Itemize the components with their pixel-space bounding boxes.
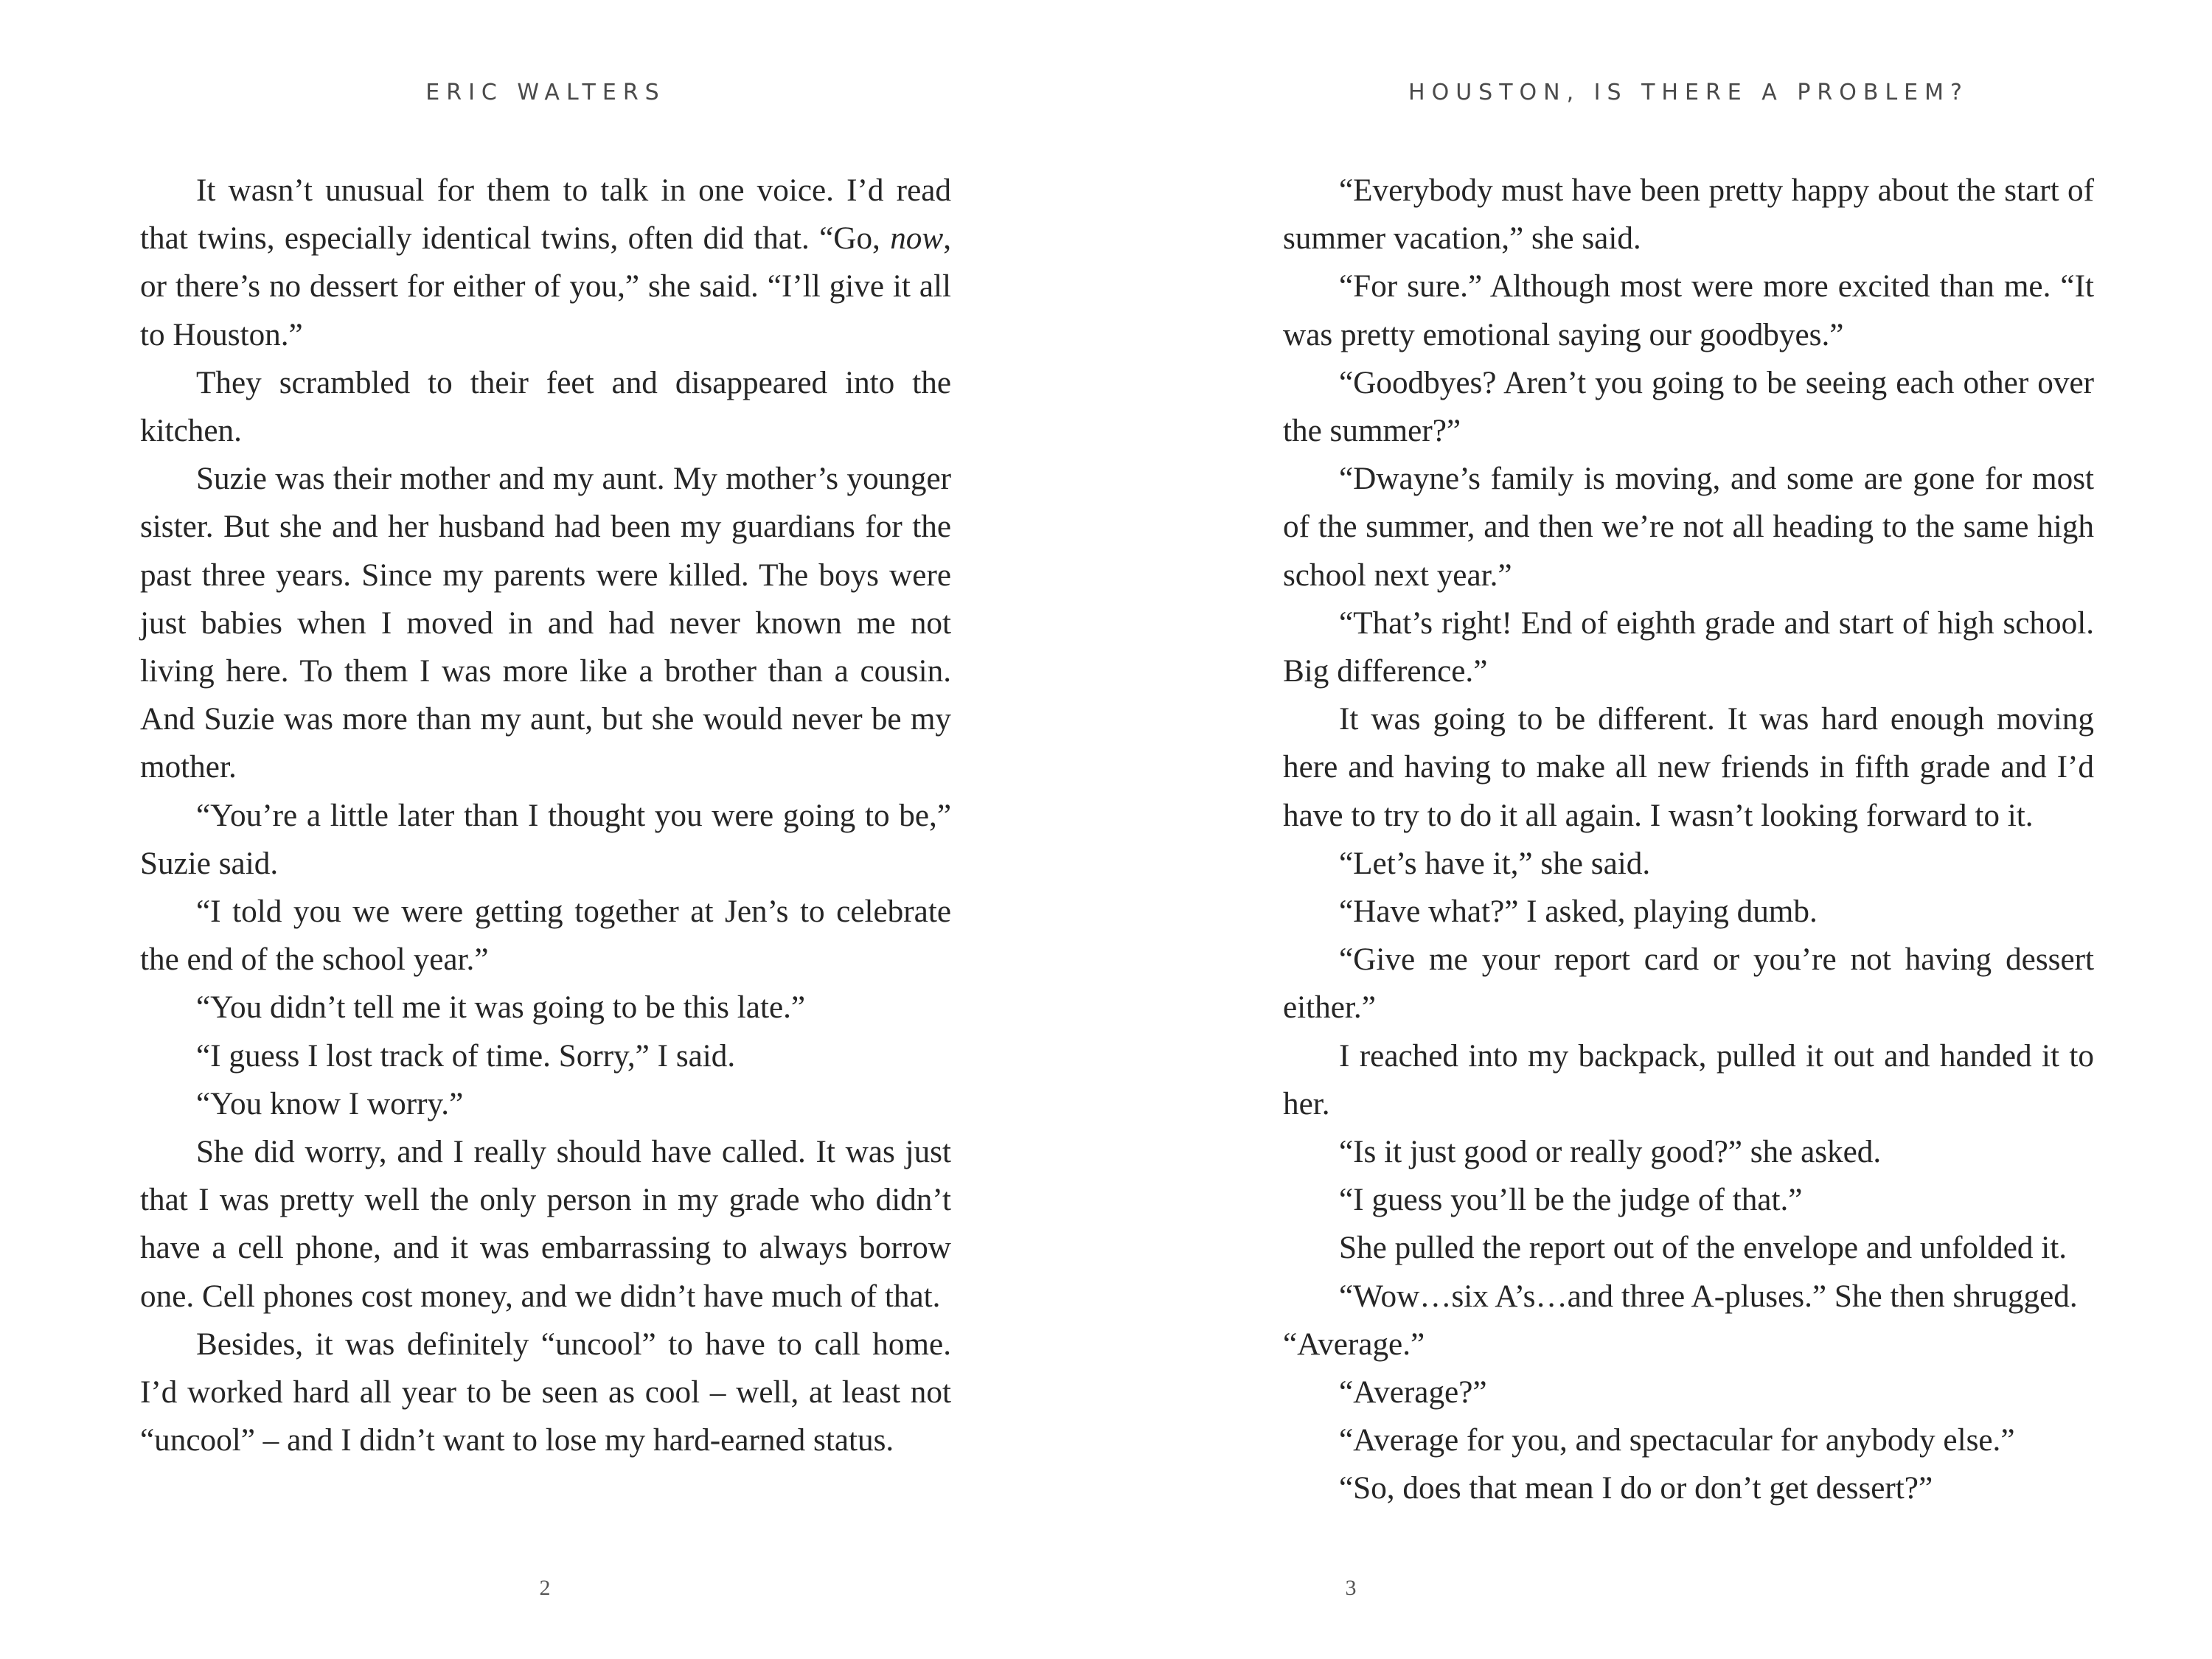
paragraph: “Average?” <box>1339 1375 1487 1411</box>
paragraph: “I guess you’ll be the judge of that.” <box>1339 1183 1803 1218</box>
paragraph: Suzie was their mother and my aunt. My mother’s younger sister. But she and her husband had been my guardians for the past three years. Since my parents were killed. The boys were just babies when I moved in and had never known me not living here. To them I was more like a brother than a cousin. And Suzie was more than my aunt, but she would never be my mother. <box>140 462 951 785</box>
paragraph: “So, does that mean I do or don’t get dessert?” <box>1339 1471 1933 1506</box>
paragraph: “Average for you, and spectacular for anybody else.” <box>1339 1423 2015 1458</box>
page-number: 3 <box>1345 1576 1357 1600</box>
paragraph: “Everybody must have been pretty happy about the start of summer vacation,” she said. <box>1283 173 2094 257</box>
paragraph: I reached into my backpack, pulled it out and handed it to her. <box>1283 1038 2094 1121</box>
paragraph: “Let’s have it,” she said. <box>1339 846 1651 881</box>
page-number: 2 <box>539 1576 551 1600</box>
paragraph: “Average.” <box>1283 1326 1425 1362</box>
paragraph: She pulled the report out of the envelope and unfolded it. <box>1339 1231 2067 1266</box>
paragraph: It was going to be different. It was hard enough moving here and having to make all new friends in fifth grade and I’d have to try to do it all again. I wasn’t looking forward to it. <box>1283 702 2094 833</box>
paragraph: “I told you we were getting together at Jen’s to celebrate the end of the school year.” <box>140 894 951 978</box>
paragraph: “Give me your report card or you’re not having dessert either.” <box>1283 942 2094 1026</box>
paragraph: “Dwayne’s family is moving, and some are gone for most of the summer, and then we’re not all heading to the same high school next year.” <box>1283 462 2094 593</box>
paragraph: They scrambled to their feet and disappeared into the kitchen. <box>140 365 951 449</box>
paragraph: “That’s right! End of eighth grade and start of high school. Big difference.” <box>1283 605 2094 689</box>
running-head-title: HOUSTON, IS THERE A PROBLEM? <box>1408 80 1969 105</box>
right-body-text <box>1283 167 2094 1513</box>
paragraph: “Have what?” I asked, playing dumb. <box>1339 894 1818 930</box>
paragraph: It wasn’t unusual for them to talk in one voice. I’d read that twins, especially identical twins, often did that. “Go, now, or there’s no dessert for either of you,” she said. “I’ll give it all to Houston.” <box>140 173 951 352</box>
left-body-text <box>140 167 951 1464</box>
paragraph: Besides, it was definitely “uncool” to have to call home. I’d worked hard all year to be seen as cool – well, at least not “uncool” – and I didn’t want to lose my hard-earned status. <box>140 1326 951 1458</box>
paragraph: “Is it just good or really good?” she asked. <box>1339 1135 1882 1170</box>
right-page <box>1106 0 2212 1659</box>
paragraph: “For sure.” Although most were more excited than me. “It was pretty emotional saying our goodbyes.” <box>1283 269 2094 352</box>
paragraph: “I guess I lost track of time. Sorry,” I said. <box>196 1038 736 1074</box>
paragraph: “Wow…six A’s…and three A-pluses.” She then shrugged. <box>1339 1279 2078 1314</box>
paragraph: She did worry, and I really should have called. It was just that I was pretty well the only person in my grade who didn’t have a cell phone, and it was embarrassing to always borrow one. Cell phones cost money, and we didn’t have much of that. <box>140 1135 951 1314</box>
paragraph: “Goodbyes? Aren’t you going to be seeing each other over the summer?” <box>1283 365 2094 449</box>
paragraph: “You’re a little later than I thought you were going to be,” Suzie said. <box>140 798 951 881</box>
paragraph: “You know I worry.” <box>196 1086 464 1121</box>
running-head-author: ERIC WALTERS <box>425 80 666 105</box>
paragraph: “You didn’t tell me it was going to be this late.” <box>196 990 806 1026</box>
